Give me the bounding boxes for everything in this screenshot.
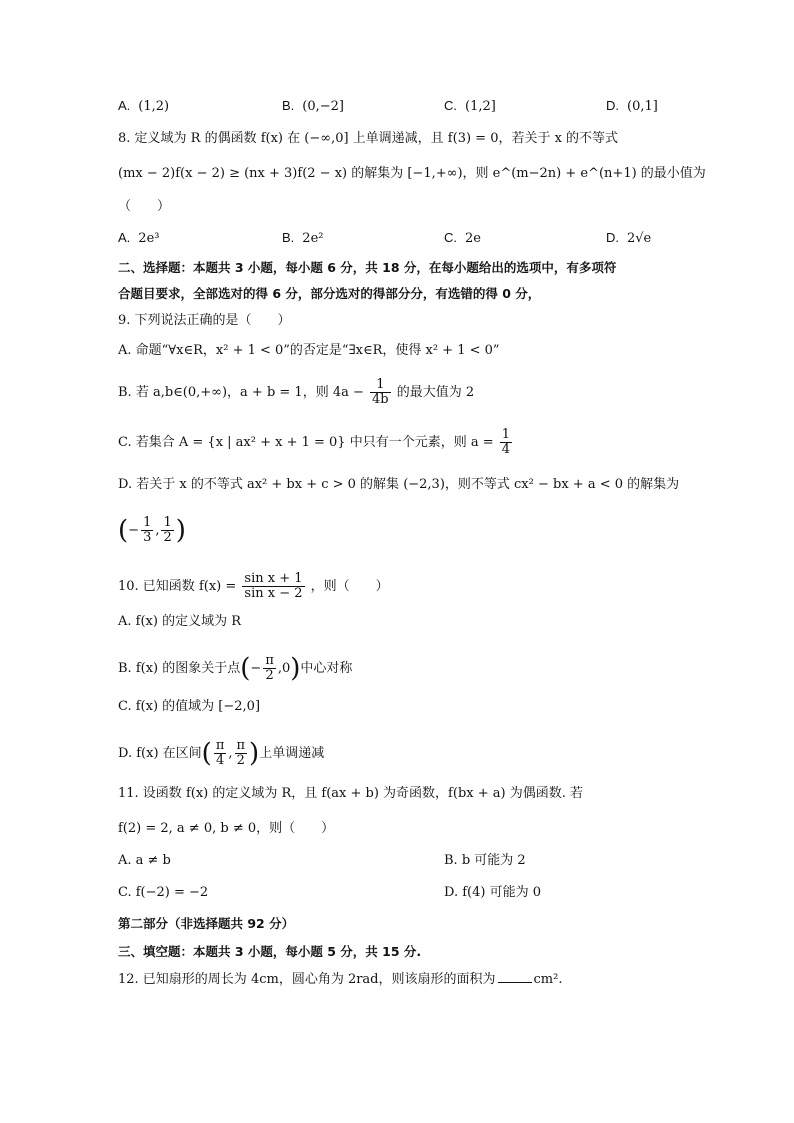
open-paren: ( xyxy=(118,515,129,546)
q8-option-a-label: A. xyxy=(118,230,131,245)
comma: , xyxy=(155,523,160,538)
q9-option-b-post: 的最大值为 2 xyxy=(396,385,475,400)
open-paren: ( xyxy=(240,653,251,684)
q10-option-d-pre: D. f(x) 在区间 xyxy=(118,746,202,761)
q10-option-d-post: 上单调递减 xyxy=(259,746,325,761)
q9-option-c-pre: C. 若集合 A = {x | ax² + x + 1 = 0} 中只有一个元素，则 a = xyxy=(118,435,494,450)
q10-option-d-fraction-2 xyxy=(235,739,248,768)
q7-option-c xyxy=(444,96,496,117)
q8-option-c-text: 2e xyxy=(465,231,481,246)
part2-title: 第二部分（非选择题共 92 分） xyxy=(118,916,295,931)
q8-paren: （ ） xyxy=(118,199,171,214)
q8-option-d-label: D. xyxy=(606,230,619,245)
q8-option-c-label: C. xyxy=(444,230,457,245)
q7-option-a xyxy=(118,96,169,117)
q11-option-d: D. f(4) 可能为 0 xyxy=(444,885,541,900)
fraction-numerator: 1 xyxy=(501,427,511,442)
fraction-denominator: 4 xyxy=(501,442,511,457)
q10-option-b xyxy=(118,654,352,683)
q11-option-c: C. f(−2) = −2 xyxy=(118,885,209,900)
q8-option-a xyxy=(118,228,159,249)
q10-function-fraction xyxy=(242,572,304,601)
fraction-numerator: 1 xyxy=(143,515,152,530)
q8-stem-line2: (mx − 2)f(x − 2) ≥ (nx + 3)f(2 − x) 的解集为 [−1,+∞)，则 e^(m−2n) + e^(n+1) 的最小值为 xyxy=(118,166,706,181)
q7-option-d-label: D. xyxy=(606,98,619,113)
open-paren: ( xyxy=(201,738,212,769)
minus-sign: − xyxy=(128,523,140,538)
q9-option-b-pre: B. 若 a,b∈(0,+∞)，a + b = 1，则 4a − xyxy=(118,385,364,400)
q9-option-d-fraction-1 xyxy=(141,516,153,545)
fraction-numerator: sin x + 1 xyxy=(244,571,303,586)
minus-sign: − xyxy=(250,661,262,676)
q7-option-a-label: A. xyxy=(118,98,131,113)
q8-option-b xyxy=(282,228,323,249)
q9-option-c xyxy=(118,428,514,457)
q11-stem-line1: 11. 设函数 f(x) 的定义域为 R，且 f(ax + b) 为奇函数，f(bx + a) 为偶函数. 若 xyxy=(118,786,583,801)
q10-option-d-fraction-1 xyxy=(214,739,227,768)
q7-option-d-text: (0,1] xyxy=(627,99,658,114)
q10-option-b-post: 中心对称 xyxy=(300,661,353,676)
q10-stem xyxy=(118,572,389,601)
q7-option-b xyxy=(282,96,344,117)
q12-stem xyxy=(118,970,562,990)
q7-option-a-text: (1,2) xyxy=(138,99,170,114)
q8-option-b-label: B. xyxy=(282,230,295,245)
fraction-denominator: 2 xyxy=(236,753,245,768)
q10-option-d: D. f(x) 在区间( $\frac{\pi}{4}$ , $\frac{\pi}{2}$ )上单调递减 xyxy=(118,738,325,769)
section2-heading-line2: 合题目要求，全部选对的得 6 分，部分选对的得部分分，有选错的得 0 分， xyxy=(118,286,541,301)
q10-option-c: C. f(x) 的值域为 [−2,0] xyxy=(118,699,261,714)
q8-stem-line1: 8. 定义域为 R 的偶函数 f(x) 在 (−∞,0] 上单调递减，且 f(3) = 0，若关于 x 的不等式 xyxy=(118,131,619,146)
point-tail: ,0 xyxy=(277,661,291,676)
q11-option-b: B. b 可能为 2 xyxy=(444,853,526,868)
q11-option-a: A. a ≠ b xyxy=(118,853,171,868)
q9-option-b xyxy=(118,378,474,407)
q9-option-a: A. 命题“∀x∈R，x² + 1 < 0”的否定是“∃x∈R，使得 x² + 1 < 0” xyxy=(118,343,500,358)
close-paren: ) xyxy=(290,653,301,684)
q10-option-a: A. f(x) 的定义域为 R xyxy=(118,614,241,629)
q10-stem-post: ，则（ ） xyxy=(310,579,389,594)
q8-option-a-text: 2e³ xyxy=(138,231,160,246)
q7-option-b-label: B. xyxy=(282,98,295,113)
q7-option-c-label: C. xyxy=(444,98,457,113)
fraction-denominator: 3 xyxy=(143,530,152,545)
answer-blank[interactable] xyxy=(498,970,532,983)
fraction-numerator: 1 xyxy=(370,378,391,393)
fraction-denominator: sin x − 2 xyxy=(244,586,303,601)
q10-option-b-pre: B. f(x) 的图象关于点 xyxy=(118,661,241,676)
q12-stem-pre: 12. 已知扇形的周长为 4cm，圆心角为 2rad，则该扇形的面积为 xyxy=(118,972,496,987)
fraction-denominator: 4b xyxy=(372,392,389,407)
fraction-numerator: 1 xyxy=(163,515,172,530)
fraction-numerator: π xyxy=(215,738,225,753)
q8-option-b-text: 2e² xyxy=(302,231,324,246)
q9-option-d-fraction-2 xyxy=(161,516,173,545)
fraction-denominator: 4 xyxy=(215,753,225,768)
q9-stem: 9. 下列说法正确的是（ ） xyxy=(118,313,291,328)
q7-option-c-text: (1,2] xyxy=(465,99,496,114)
q9-option-d-line1: D. 若关于 x 的不等式 ax² + bx + c > 0 的解集 (−2,3)，则不等式 cx² − bx + a < 0 的解集为 xyxy=(118,477,680,492)
fraction-denominator: 2 xyxy=(265,668,274,683)
q11-stem-line2: f(2) = 2, a ≠ 0, b ≠ 0，则（ ） xyxy=(118,821,335,836)
close-paren: ) xyxy=(175,515,186,546)
q10-stem-pre: 10. 已知函数 f(x) = xyxy=(118,579,237,594)
close-paren: ) xyxy=(249,738,260,769)
q7-option-d xyxy=(606,96,658,117)
fraction-numerator: π xyxy=(265,653,274,668)
q9-option-d-answer xyxy=(118,516,186,545)
q10-option-b-fraction xyxy=(263,654,276,683)
q9-option-b-fraction xyxy=(370,378,391,407)
q8-option-c xyxy=(444,228,481,249)
q7-option-b-text: (0,−2] xyxy=(302,99,345,114)
section2-heading-line1: 二、选择题：本题共 3 小题，每小题 6 分，共 18 分，在每小题给出的选项中，有多项符 xyxy=(118,260,617,275)
q12-stem-post: cm². xyxy=(533,972,563,987)
q9-option-c-fraction xyxy=(500,428,512,457)
q8-option-d-text: 2√e xyxy=(627,231,652,246)
q8-option-d xyxy=(606,228,651,249)
fraction-numerator: π xyxy=(236,738,246,753)
fraction-denominator: 2 xyxy=(163,530,172,545)
section3-heading: 三、填空题：本题共 3 小题，每小题 5 分，共 15 分. xyxy=(118,944,422,959)
